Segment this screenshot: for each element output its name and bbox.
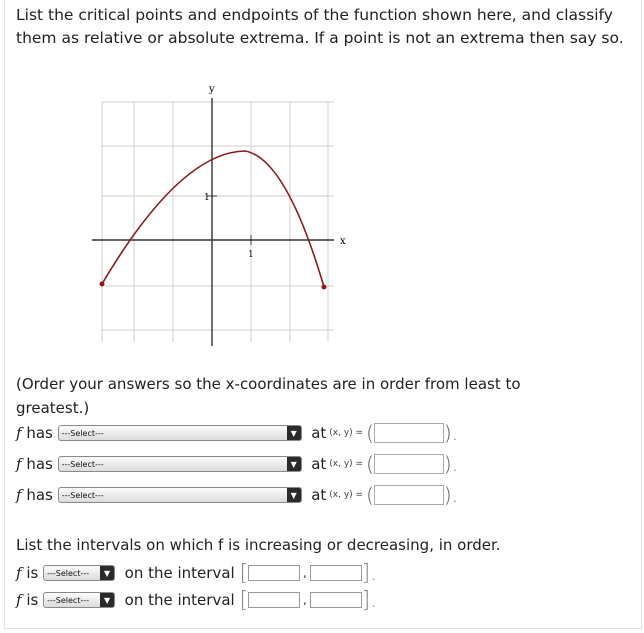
select-value: ---Select---	[61, 459, 104, 469]
point-input[interactable]	[374, 423, 444, 443]
at-label: at	[311, 486, 327, 504]
has-label: has	[26, 455, 53, 473]
open-paren: (	[366, 421, 374, 445]
point-row-3	[16, 482, 458, 508]
y-axis-label: y	[209, 84, 215, 95]
question-text: List the critical points and endpoints of the function shown here, and classify them as relative or absolute extrema. If a point is not an extrema then say so.	[16, 6, 624, 47]
comma: ,	[303, 593, 307, 607]
chevron-down-icon: ▼	[100, 566, 114, 580]
left-endpoint	[100, 282, 105, 287]
select-value: ---Select---	[61, 428, 104, 438]
select-value: ---Select---	[47, 568, 90, 578]
open-bracket: [	[239, 587, 249, 613]
select-value: ---Select---	[61, 490, 104, 500]
interval-label: on the interval	[124, 591, 235, 609]
close-paren: ).	[443, 483, 459, 507]
x-axis-label: x	[340, 236, 346, 247]
xy-label: (x, y) =	[329, 490, 364, 500]
f-label: f	[16, 486, 22, 504]
interval-row-2	[16, 587, 377, 613]
chevron-down-icon: ▼	[287, 457, 301, 471]
point-row-2	[16, 451, 458, 477]
intervals-intro: List the intervals on which f is increasing or decreasing, in order.	[16, 536, 501, 554]
is-label: is	[26, 591, 39, 609]
f-label: f	[16, 591, 22, 609]
is-label: is	[26, 564, 39, 582]
f-label: f	[16, 564, 22, 582]
f-label: f	[16, 455, 22, 473]
comma: ,	[303, 566, 307, 580]
extrema-select[interactable]	[58, 425, 302, 441]
close-paren: ).	[443, 421, 459, 445]
interval-end-input[interactable]	[310, 565, 362, 581]
open-paren: (	[366, 483, 374, 507]
close-bracket: ].	[361, 587, 378, 613]
chevron-down-icon: ▼	[100, 593, 114, 607]
point-row-1	[16, 420, 458, 446]
has-label: has	[26, 486, 53, 504]
right-endpoint	[322, 285, 327, 290]
point-input[interactable]	[374, 454, 444, 474]
f-label: f	[16, 424, 22, 442]
at-label: at	[311, 424, 327, 442]
close-paren: ).	[443, 452, 459, 476]
close-bracket: ].	[361, 560, 378, 586]
direction-select[interactable]	[43, 565, 115, 581]
order-note: (Order your answers so the x-coordinates are in order from least to greatest.)	[16, 375, 521, 417]
chevron-down-icon: ▼	[287, 488, 301, 502]
direction-select[interactable]	[43, 592, 115, 608]
extrema-select[interactable]	[58, 456, 302, 472]
open-paren: (	[366, 452, 374, 476]
grid	[102, 102, 334, 342]
at-label: at	[311, 455, 327, 473]
extrema-select[interactable]	[58, 487, 302, 503]
function-graph	[90, 84, 350, 346]
interval-end-input[interactable]	[310, 592, 362, 608]
chevron-down-icon: ▼	[287, 426, 301, 440]
interval-label: on the interval	[124, 564, 235, 582]
x-tick-label: 1	[248, 250, 254, 260]
interval-start-input[interactable]	[248, 565, 300, 581]
y-tick-label: 1	[204, 193, 210, 203]
interval-start-input[interactable]	[248, 592, 300, 608]
function-curve	[102, 151, 324, 287]
xy-label: (x, y) =	[329, 428, 364, 438]
has-label: has	[26, 424, 53, 442]
select-value: ---Select---	[47, 595, 90, 605]
interval-row-1	[16, 560, 377, 586]
point-input[interactable]	[374, 485, 444, 505]
open-bracket: [	[239, 560, 249, 586]
xy-label: (x, y) =	[329, 459, 364, 469]
